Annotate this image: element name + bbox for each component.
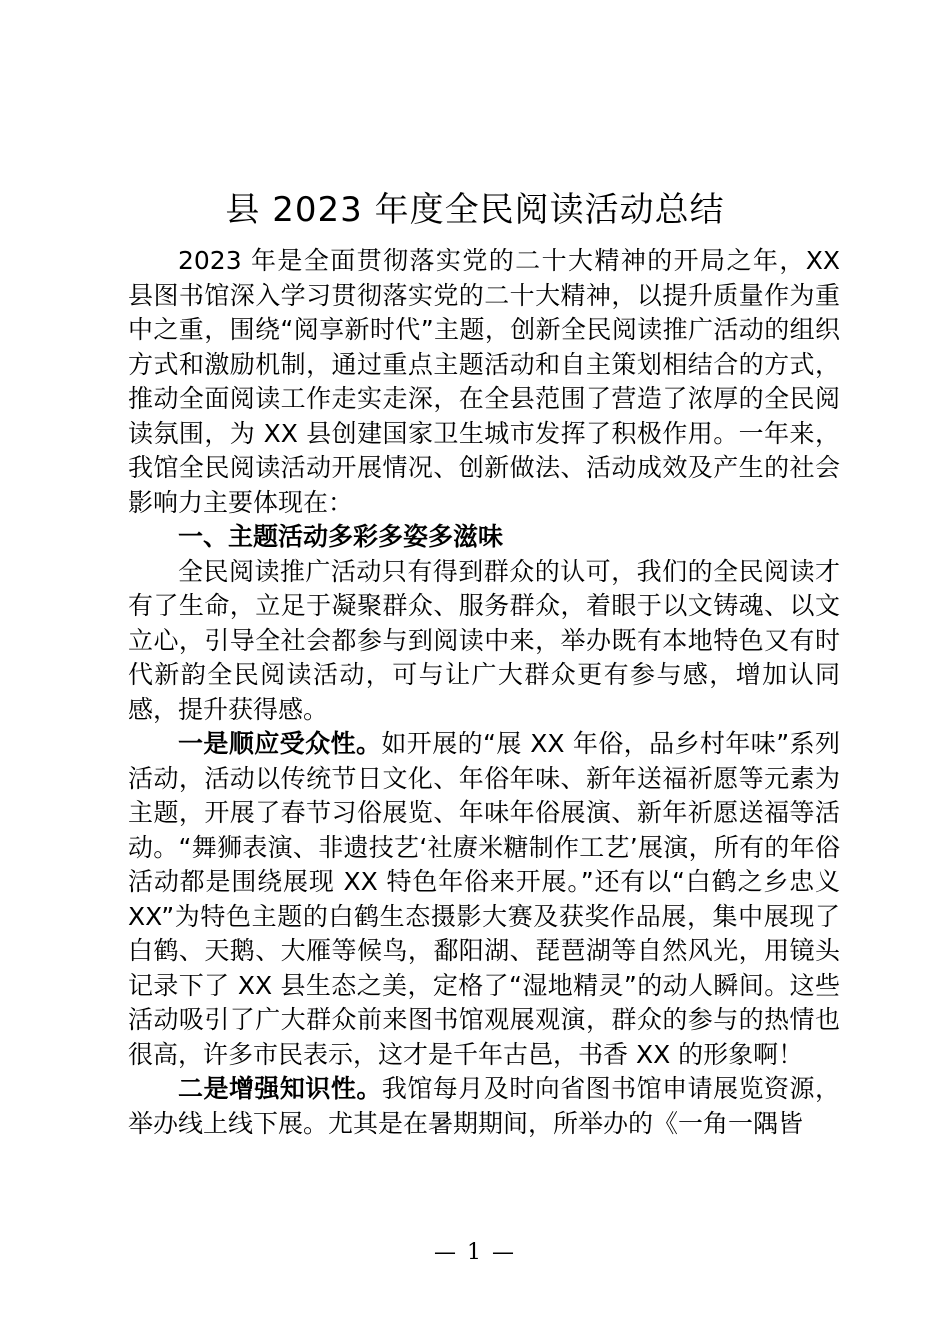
paragraph-lead: 一是顺应受众性。 [178, 729, 382, 758]
document-title: 县 2023 年度全民阅读活动总结 [225, 190, 725, 230]
dash-left: — [434, 1240, 458, 1265]
paragraph-text: 我馆每月及时向省图书馆申请展览资源，举办线上线下展。尤其是在暑期期间，所举办的《一角一隅皆 [128, 1074, 840, 1138]
paragraph-point-one [128, 727, 840, 1072]
page-number-footer [0, 1238, 950, 1268]
paragraph-text: 2023 年是全面贯彻落实党的二十大精神的开局之年，XX 县图书馆深入学习贯彻落实党的二十大精神，以提升质量作为重中之重，围绕“阅享新时代”主题，创新全民阅读推广活动的组织方式和激励机制，通过重点主题活动和自主策划相结合的方式，推动全面阅读工作走实走深，在全县范围了营造了浓厚的全民阅读氛围，为 XX 县创建国家卫生城市发挥了积极作用。一年来，我馆全民阅读活动开展情况、创新做法、活动成效及产生的社会影响力主要体现在： [128, 246, 840, 517]
dash-right: — [492, 1240, 516, 1265]
paragraph-text: 如开展的“展 XX 年俗，品乡村年味”系列活动，活动以传统节日文化、年俗年味、新年送福祈愿等元素为主题，开展了春节习俗展览、年味年俗展演、新年祈愿送福等活动。“舞狮表演、非遗技艺‘社赓米糖制作工艺’展演，所有的年俗活动都是围绕展现 XX 特色年俗来开展。”还有以“白鹤之乡忠义 XX”为特色主题的白鹤生态摄影大赛及获奖作品展，集中展现了白鹤、天鹅、大雁等候鸟，鄱阳湖、琵琶湖等自然风光，用镜头记录下了 XX 县生态之美，定格了“湿地精灵”的动人瞬间。这些活动吸引了广大群众前来图书馆观展观演，群众的参与的热情也很高，许多市民表示，这才是千年古邑，书香 XX 的形象啊！ [128, 729, 840, 1069]
paragraph-section-intro [128, 555, 840, 728]
paragraph-point-two [128, 1072, 840, 1141]
paragraph-intro [128, 244, 840, 520]
document-body [128, 244, 840, 1141]
paragraph-lead: 二是增强知识性。 [178, 1074, 382, 1103]
page-number: 1 [467, 1240, 483, 1265]
paragraph-text: 全民阅读推广活动只有得到群众的认可，我们的全民阅读才有了生命，立足于凝聚群众、服务群众，着眼于以文铸魂、以文立心，引导全社会都参与到阅读中来，举办既有本地特色又有时代新韵全民阅读活动，可与让广大群众更有参与感，增加认同感，提升获得感。 [128, 556, 840, 724]
section-heading: 一、主题活动多彩多姿多滋味 [178, 522, 504, 551]
